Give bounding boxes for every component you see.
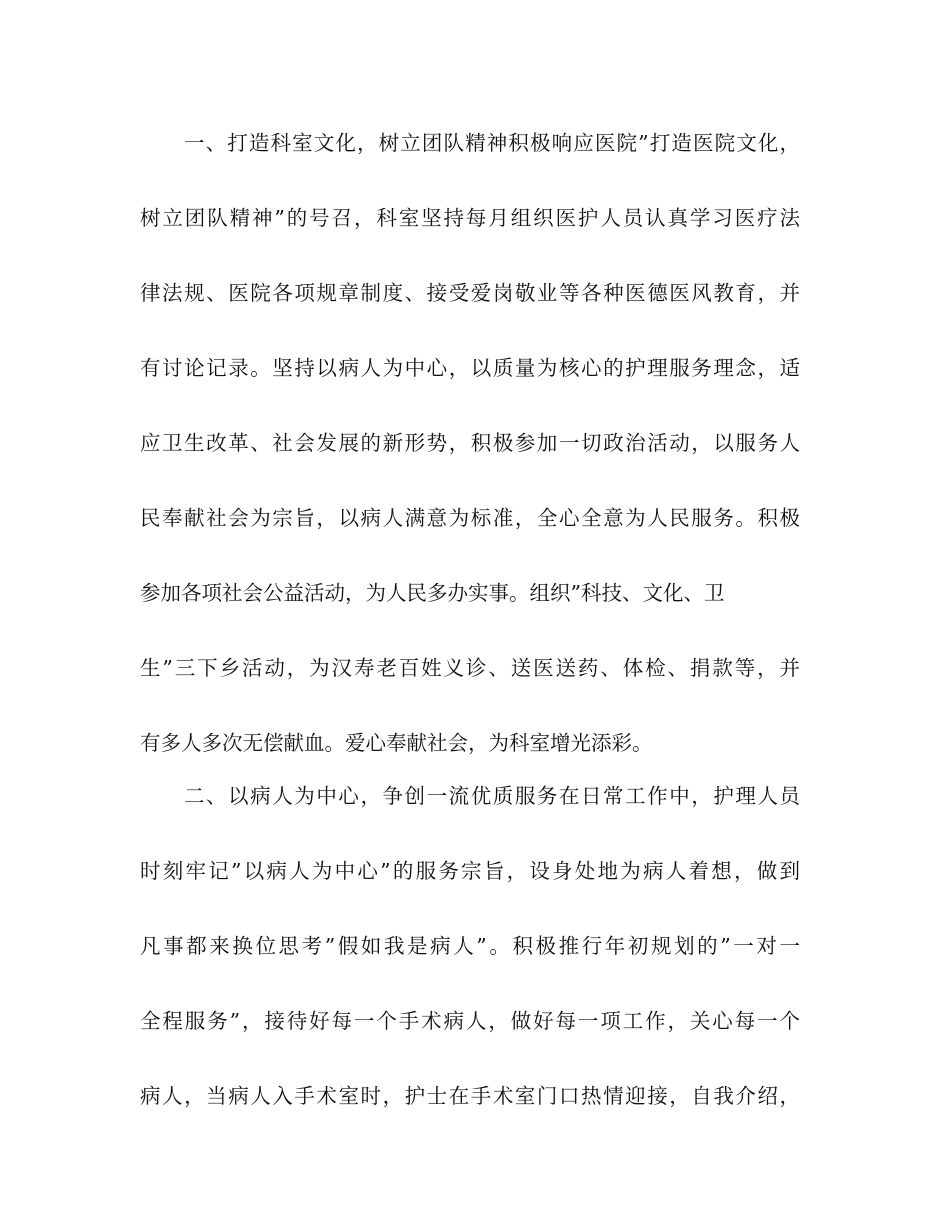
paragraph-2-line-3: 凡事都来换位思考”假如我是病人”。积极推行年初规划的”一对一: [140, 934, 800, 958]
paragraph-1-line-4: 有讨论记录。坚持以病人为中心，以质量为核心的护理服务理念，适: [140, 356, 800, 380]
paragraph-1-line-7: 参加各项社会公益活动，为人民多办实事。组织”科技、文化、卫: [140, 581, 725, 605]
paragraph-1-line-1: 一、打造科室文化，树立团队精神积极响应医院”打造医院文化，: [184, 131, 800, 155]
paragraph-1-line-2: 树立团队精神”的号召，科室坚持每月组织医护人员认真学习医疗法: [140, 206, 800, 230]
paragraph-1-line-3: 律法规、医院各项规章制度、接受爱岗敬业等各种医德医风教育，并: [140, 281, 800, 305]
paragraph-2-line-5: 病人，当病人入手术室时，护士在手术室门口热情迎接，自我介绍，: [140, 1084, 800, 1108]
paragraph-2-line-2: 时刻牢记”以病人为中心”的服务宗旨，设身处地为病人着想，做到: [140, 859, 800, 883]
paragraph-1-line-8: 生”三下乡活动，为汉寿老百姓义诊、送医送药、体检、捐款等，并: [140, 656, 800, 680]
paragraph-1-line-9: 有多人多次无偿献血。爱心奉献社会，为科室增光添彩。: [140, 731, 653, 755]
paragraph-1-line-5: 应卫生改革、社会发展的新形势，积极参加一切政治活动，以服务人: [140, 431, 800, 455]
paragraph-2-line-1: 二、以病人为中心，争创一流优质服务在日常工作中，护理人员: [184, 784, 800, 808]
paragraph-2-line-4: 全程服务”，接待好每一个手术病人，做好每一项工作，关心每一个: [140, 1009, 800, 1033]
paragraph-1-line-6: 民奉献社会为宗旨，以病人满意为标准，全心全意为人民服务。积极: [140, 506, 800, 530]
